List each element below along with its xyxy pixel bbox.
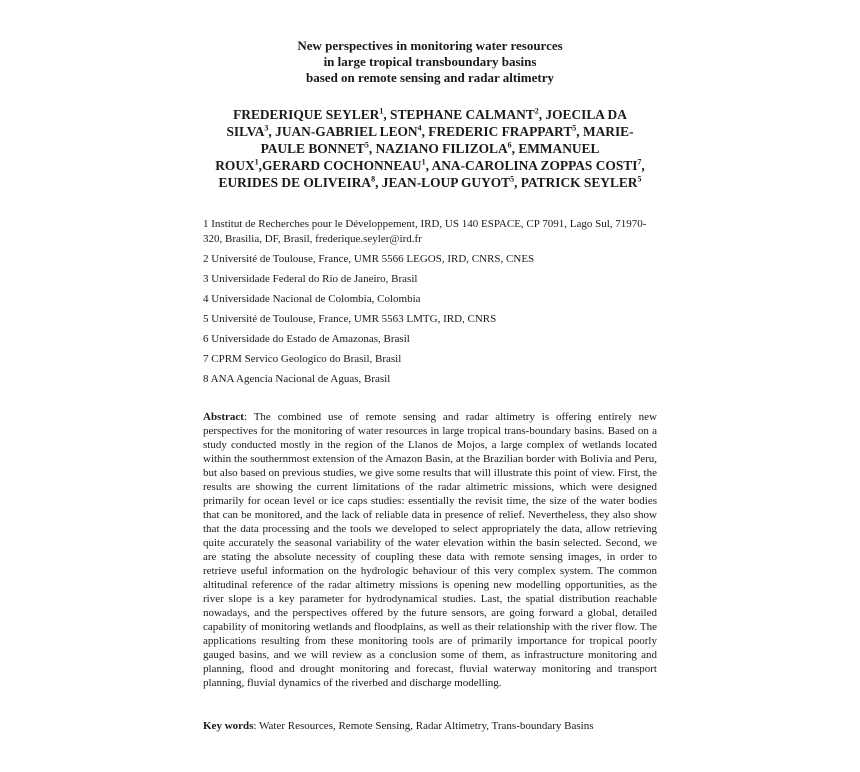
author-name: , JOECILA DA bbox=[538, 107, 627, 122]
author-name: , NAZIANO FILIZOLA bbox=[368, 141, 508, 156]
affiliation-marker: 1 bbox=[379, 106, 384, 116]
keywords-label: Key words bbox=[203, 720, 254, 732]
keywords-text: : Water Resources, Remote Sensing, Radar Altimetry, Trans-boundary Basins bbox=[253, 720, 594, 732]
author-line bbox=[200, 106, 660, 123]
affiliation-item: 6 Universidade do Estado de Amazonas, Brasil bbox=[203, 333, 410, 345]
abstract bbox=[203, 410, 657, 690]
affiliation-marker: 5 bbox=[637, 174, 642, 184]
affiliation-marker: 1 bbox=[421, 157, 426, 167]
author-list bbox=[200, 106, 660, 191]
author-name: , JEAN-LOUP GUYOT bbox=[375, 175, 511, 190]
author-line bbox=[200, 174, 660, 191]
author-name: ROUX bbox=[215, 158, 255, 173]
keywords bbox=[203, 719, 657, 733]
author-line bbox=[200, 123, 660, 140]
affiliation-list bbox=[203, 217, 659, 392]
author-name: EURIDES DE OLIVEIRA bbox=[218, 175, 372, 190]
author-name: ,GERARD COCHONNEAU bbox=[258, 158, 422, 173]
abstract-text: : The combined use of remote sensing and radar altimetry is offering entirely new perspectives for the monitoring of water resources in large tropical trans-boundary basins. Based on a study conducted mostly in the region of the Llanos de Mojos, a large complex of wetlands located within the southernmost extension of the Amazon Basin, at the Brazilian border with Bolivia and Peru, but also based on previous studies, we give some results that will illustrate this point of view. First, the results are showing the current limitations of the radar altimetric missions, which were designed primarily for ocean level or ice caps studies: essentially the revisit time, the size of the water bodies that can be monitored, and the lack of reliable data in presence of relief. Nevertheless, they also show that the data processing and the tools we developed to select appropriately the data, allow retrieving quite accurately the seasonal variability of the water elevation within the basin selected. Second, we are stating the absolute necessity of coupling these data with remote sensing images, in order to retrieve useful information on the hydrologic behaviour of this very complex system. The common altitudinal reference of the radar altimetry missions is opening new modelling opportunities, as the river slope is a key parameter for hydrodynamical studies. Last, the spatial distribution reachable nowadays, and the perspectives offered by the future sensors, are going forward a global, detailed capability of monitoring wetlands and floodplains, as well as their relationship with the river flow. The applications resulting from these monitoring tools are of primarily importance for tropical poorly gauged basins, and we will review as a conclusion some of them, as infrastructure monitoring and planning, flood and drought monitoring and forecast, fluvial waterway monitoring and transport planning, fluvial dynamics of the riverbed and discharge modelling. bbox=[203, 411, 657, 689]
affiliation-marker: 1 bbox=[254, 157, 259, 167]
affiliation-item: 5 Université de Toulouse, France, UMR 5563 LMTG, IRD, CNRS bbox=[203, 313, 497, 325]
author-name: , FREDERIC FRAPPART bbox=[421, 124, 573, 139]
affiliation-marker: 5 bbox=[510, 174, 515, 184]
affiliation-marker: 8 bbox=[371, 174, 376, 184]
affiliation-marker: 5 bbox=[364, 140, 369, 150]
abstract-label: Abstract bbox=[203, 411, 244, 423]
affiliation-item: 2 Université de Toulouse, France, UMR 5566 LEGOS, IRD, CNRS, CNES bbox=[203, 253, 535, 265]
affiliation-item: 3 Universidade Federal do Rio de Janeiro, Brasil bbox=[203, 273, 418, 285]
author-name: FREDERIQUE SEYLER bbox=[233, 107, 380, 122]
author-name: , EMMANUEL bbox=[511, 141, 600, 156]
affiliation-item: 4 Universidade Nacional de Colombia, Colombia bbox=[203, 293, 421, 305]
affiliation-marker: 4 bbox=[417, 123, 422, 133]
author-name: , PATRICK SEYLER bbox=[514, 175, 638, 190]
author-name: PAULE BONNET bbox=[260, 141, 365, 156]
author-name: , STEPHANE CALMANT bbox=[383, 107, 535, 122]
author-name: , JUAN-GABRIEL LEON bbox=[268, 124, 418, 139]
title-line: in large tropical transboundary basins bbox=[323, 54, 537, 69]
title-line: New perspectives in monitoring water resources bbox=[297, 38, 563, 53]
author-name: SILVA bbox=[226, 124, 265, 139]
title-line: based on remote sensing and radar altimetry bbox=[306, 70, 554, 85]
author-line bbox=[200, 140, 660, 157]
affiliation-marker: 6 bbox=[507, 140, 512, 150]
affiliation-marker: 5 bbox=[572, 123, 577, 133]
affiliation-marker: 3 bbox=[264, 123, 269, 133]
author-line bbox=[200, 157, 660, 174]
affiliation-item: 7 CPRM Servico Geologico do Brasil, Brasil bbox=[203, 353, 402, 365]
author-name: , MARIE- bbox=[576, 124, 634, 139]
paper-title bbox=[200, 38, 660, 86]
affiliation-item: 1 Institut de Recherches pour le Développement, IRD, US 140 ESPACE, CP 7091, Lago Sul, 71970-320, Brasilia, DF, Brasil, frederique.seyler@ird.fr bbox=[203, 218, 647, 245]
affiliation-marker: 7 bbox=[637, 157, 642, 167]
author-name: , ANA-CAROLINA ZOPPAS COSTI bbox=[425, 158, 638, 173]
affiliation-item: 8 ANA Agencia Nacional de Aguas, Brasil bbox=[203, 373, 391, 385]
author-name: , bbox=[641, 158, 645, 173]
affiliation-marker: 2 bbox=[534, 106, 539, 116]
